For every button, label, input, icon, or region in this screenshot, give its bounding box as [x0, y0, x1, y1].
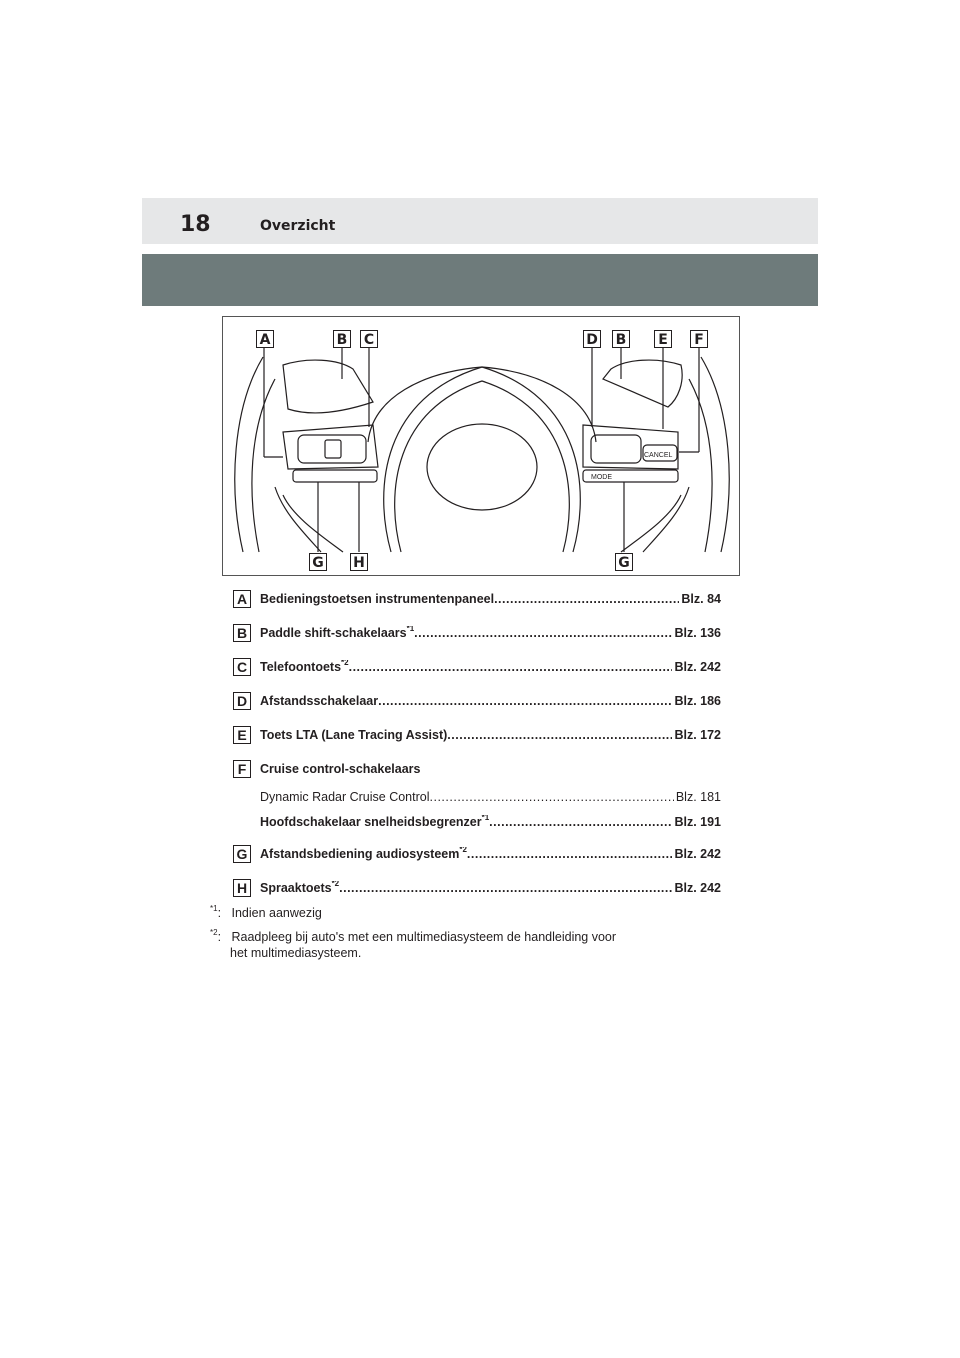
entry-label: Telefoontoets: [260, 660, 342, 674]
entry-page: Blz. 191: [674, 815, 721, 829]
footnote-ref: *2: [341, 660, 349, 667]
footnote-mark: *2: [210, 928, 218, 937]
entry-page: Blz. 84: [681, 592, 721, 606]
entry-d: [260, 694, 721, 708]
entry-f-sub-1: [260, 790, 721, 804]
footnote-ref: *1: [481, 815, 490, 822]
entry-label: Spraaktoets: [260, 881, 332, 895]
entry-label: Hoofdschakelaar snelheidsbegrenzer: [260, 815, 482, 829]
letter-box-e: E: [233, 726, 251, 744]
entry-e: [260, 728, 721, 742]
callout-e: E: [654, 330, 672, 348]
entry-label: Dynamic Radar Cruise Control: [260, 790, 430, 804]
entry-label: Afstandsschakelaar: [260, 694, 379, 708]
entry-label: Afstandsbediening audiosysteem: [260, 847, 460, 861]
footnote-ref: *2: [331, 881, 340, 888]
letter-box-a: A: [233, 590, 251, 608]
entry-page: Blz. 172: [674, 728, 721, 742]
cancel-label: CANCEL: [644, 452, 673, 459]
entry-a: [260, 592, 721, 606]
entry-f-sub-2: [260, 815, 721, 829]
steering-wheel-drawing: [223, 317, 740, 576]
letter-box-b: B: [233, 624, 251, 642]
entry-label: Cruise control-schakelaars: [260, 762, 421, 776]
page-header: [142, 198, 818, 244]
entry-page: Blz. 136: [674, 626, 721, 640]
page-number: 18: [180, 212, 211, 237]
entry-label: Bedieningstoetsen instrumentenpaneel: [260, 592, 495, 606]
callout-d: D: [583, 330, 601, 348]
callout-b: B: [333, 330, 351, 348]
entry-page: Blz. 186: [674, 694, 721, 708]
footnote-text: Raadpleeg bij auto's met een multimediasysteem de handleiding voor: [231, 930, 617, 944]
entry-label: Paddle shift-schakelaars: [260, 626, 407, 640]
entry-page: Blz. 242: [674, 881, 721, 895]
footnote-ref: *1: [406, 626, 415, 633]
letter-box-h: H: [233, 879, 251, 897]
section-title: Overzicht: [260, 218, 336, 234]
entry-label: Toets LTA (Lane Tracing Assist): [260, 728, 448, 742]
letter-box-f: F: [233, 760, 251, 778]
callout-f: F: [690, 330, 708, 348]
callout-h: H: [350, 553, 368, 571]
mode-label: MODE: [591, 474, 612, 481]
footnote-2-continued: [230, 946, 361, 960]
entry-g: [260, 847, 721, 861]
letter-box-d: D: [233, 692, 251, 710]
callout-g-right: G: [615, 553, 633, 571]
entry-h: [260, 881, 721, 895]
callout-g: G: [309, 553, 327, 571]
footnote-ref: *2: [459, 847, 467, 854]
entry-c: [260, 660, 721, 674]
entry-f: [260, 762, 721, 776]
entry-page: Blz. 242: [674, 660, 721, 674]
footnote-text: Indien aanwezig: [231, 906, 322, 920]
footnote-mark: *1: [210, 904, 218, 913]
letter-box-g: G: [233, 845, 251, 863]
footnote-2: $^{*2}$: Raadpleeg bij auto's met een multimediasysteem de handleiding voor: [210, 928, 617, 944]
callout-b-right: B: [612, 330, 630, 348]
callout-c: C: [360, 330, 378, 348]
footnote-1: $^{*1}$: Indien aanwezig: [210, 904, 322, 920]
callout-a: A: [256, 330, 274, 348]
footnote-text-line2: het multimediasysteem.: [230, 946, 362, 960]
title-band: [142, 254, 818, 306]
entry-page: Blz. 242: [674, 847, 721, 861]
steering-wheel-illustration: [222, 316, 740, 576]
entry-page: Blz. 181: [675, 790, 721, 804]
entry-b: [260, 626, 721, 640]
letter-box-c: C: [233, 658, 251, 676]
